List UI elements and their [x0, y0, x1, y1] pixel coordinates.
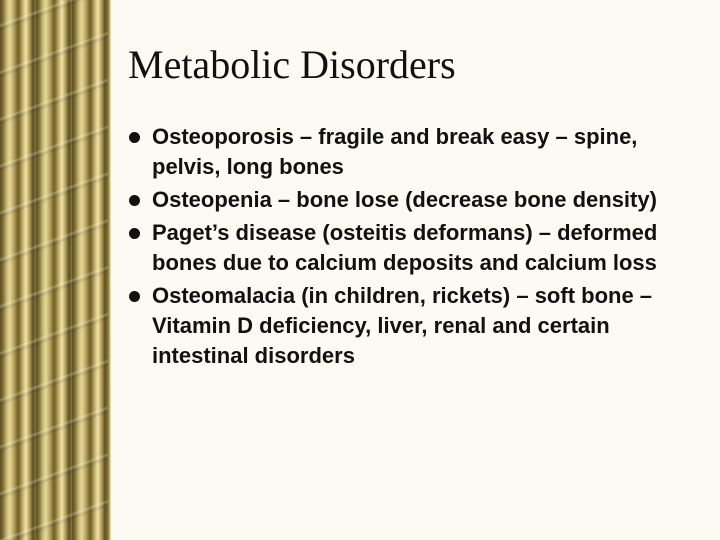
bullet-text: Osteoporosis – fragile and break easy – spine, pelvis, long bones: [152, 124, 638, 179]
bullet-item-osteomalacia: [128, 281, 698, 371]
border-edge-divider: [108, 0, 111, 540]
bullet-dot-icon: [129, 195, 140, 206]
bullet-dot-icon: [129, 132, 140, 143]
bullet-text: Osteomalacia (in children, rickets) – soft bone – Vitamin D deficiency, liver, renal and certain intestinal disorders: [152, 283, 653, 368]
bullet-dot-icon: [129, 291, 140, 302]
bullet-text: Paget’s disease (osteitis deformans) – deformed bones due to calcium deposits and calcium loss: [152, 220, 658, 275]
bullet-item-osteoporosis: [128, 122, 698, 182]
bullet-text: Osteopenia – bone lose (decrease bone density): [152, 187, 657, 212]
bullet-item-osteopenia: [128, 185, 698, 215]
slide-title: Metabolic Disorders: [128, 42, 456, 87]
decorative-gold-border: [0, 0, 108, 540]
bullet-item-pagets-disease: [128, 218, 698, 278]
bullet-dot-icon: [129, 228, 140, 239]
bullet-list: [128, 122, 698, 374]
